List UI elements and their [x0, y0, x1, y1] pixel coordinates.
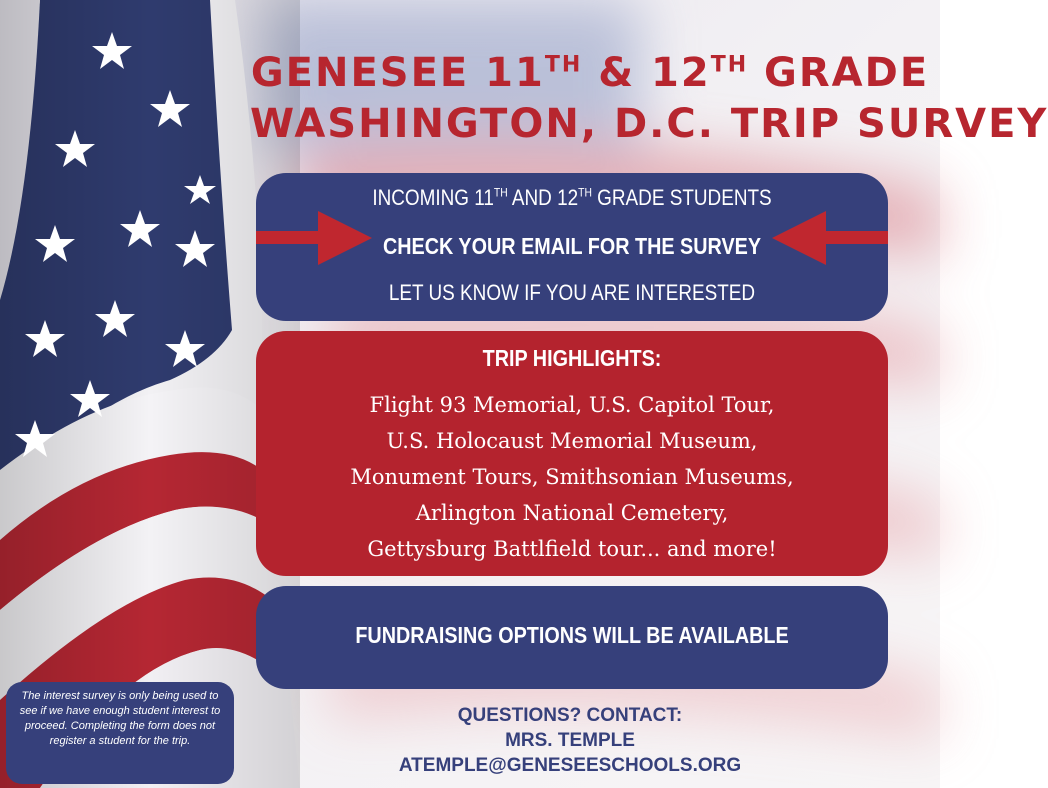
trip-highlights-box	[256, 331, 888, 576]
fundraising-text: FUNDRAISING OPTIONS WILL BE AVAILABLE	[355, 622, 789, 648]
arrow-right-icon	[256, 211, 372, 265]
incoming-students-text: INCOMING 11TH AND 12TH GRADE STUDENTS	[372, 185, 772, 210]
trip-highlights-list	[256, 387, 888, 567]
trip-highlights-heading: TRIP HIGHLIGHTS:	[482, 345, 662, 371]
contact-heading: QUESTIONS? CONTACT:	[457, 705, 683, 726]
title-line-1: GENESEE 11TH & 12TH GRADE	[250, 50, 930, 96]
contact-info	[360, 703, 780, 778]
title-line-2: WASHINGTON, D.C. TRIP SURVEY	[250, 101, 1048, 147]
fundraising-box	[256, 586, 888, 689]
highlight-line: Flight 93 Memorial, U.S. Capitol Tour,	[369, 393, 775, 417]
highlight-line: U.S. Holocaust Memorial Museum,	[386, 429, 758, 453]
contact-name: MRS. TEMPLE	[505, 730, 635, 751]
highlight-line: Gettysburg Battlfield tour... and more!	[367, 537, 777, 561]
highlight-line: Monument Tours, Smithsonian Museums,	[350, 465, 794, 489]
highlight-line: Arlington National Cemetery,	[415, 501, 729, 525]
contact-email[interactable]: ATEMPLE@GENESEESCHOOLS.ORG	[398, 755, 742, 776]
check-email-text: CHECK YOUR EMAIL FOR THE SURVEY	[382, 233, 762, 259]
arrow-left-icon	[772, 211, 888, 265]
survey-disclaimer-note: The interest survey is only being used to see if we have enough student interest to proceed. Completing the form does not register a student for the trip.	[6, 682, 234, 784]
let-us-know-text: LET US KNOW IF YOU ARE INTERESTED	[388, 280, 756, 305]
